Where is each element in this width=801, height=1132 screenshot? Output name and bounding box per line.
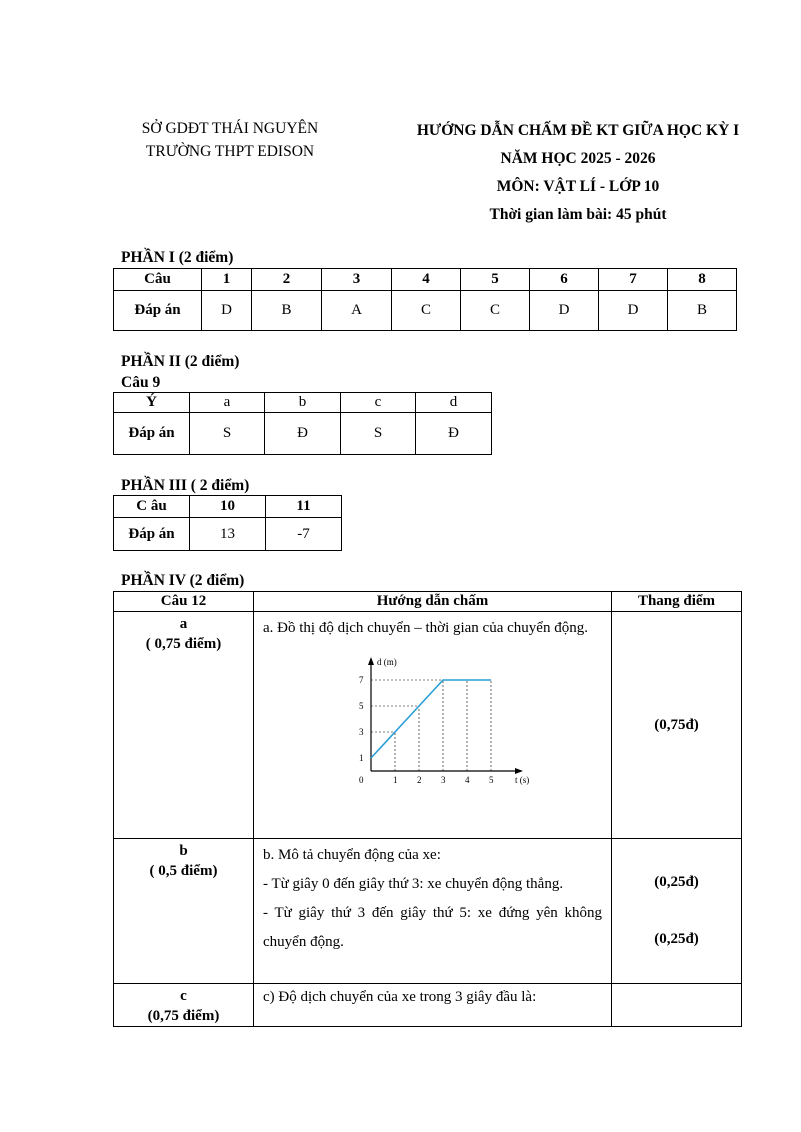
part4-row-b-score [612,839,742,984]
y-tick-label: 3 [359,727,364,737]
school-header [100,117,360,163]
document-title: HƯỚNG DẪN CHẤM ĐỀ KT GIỮA HỌC KỲ I [416,122,740,139]
part4-row-c-score [612,984,742,1027]
row-b-points: ( 0,5 điểm) [149,863,218,879]
part4-row-c [114,984,742,1027]
school-name: TRƯỜNG THPT EDISON [145,143,315,160]
part1-answer: A [322,291,392,331]
part4-col-guide: Hướng dẫn chấm [254,592,612,612]
part4-row-a-score: (0,75đ) [612,612,742,839]
part1-question: 3 [322,269,392,291]
part1-answer-label: Đáp án [114,291,202,331]
y-axis-label: d (m) [377,657,397,667]
row-b-line2: - Từ giây 0 đến giây thứ 3: xe chuyển động thẳng. [263,876,564,892]
part4-row-a-guide [254,612,612,839]
row-a-letter: a [179,616,188,632]
part1-question-row [114,269,737,291]
part2-item-row [114,393,492,413]
x-axis-arrow [515,768,523,774]
row-a-points: ( 0,75 điểm) [145,636,222,652]
part1-answer-row [114,291,737,331]
part2-title: PHẦN II (2 điểm) [121,353,240,370]
row-b-letter: b [179,843,188,859]
part2-item: d [416,393,492,413]
part4-header-row [114,592,742,612]
part4-table [113,591,742,1027]
time-allowed: Thời gian làm bài: 45 phút [489,206,667,223]
part1-answer: D [202,291,252,331]
part4-row-b-guide [254,839,612,984]
row-b-score1: (0,25đ) [654,874,699,890]
part2-answer: Đ [265,413,341,455]
part1-question: 1 [202,269,252,291]
row-b-line3: - Từ giây thứ 3 đến giây thứ 5: xe đứng yên không chuyển động. [263,905,602,950]
part1-question: 4 [392,269,461,291]
displacement-time-chart [341,647,541,797]
part1-question: 8 [668,269,737,291]
part3-answer-label: Đáp án [114,518,190,551]
part3-answer: -7 [266,518,342,551]
row-b-line1: b. Mô tả chuyển động của xe: [263,847,441,863]
part4-row-a-label [114,612,254,839]
part1-question: 7 [599,269,668,291]
part2-item: a [190,393,265,413]
x-tick-label: 1 [393,775,398,785]
part1-answer: C [461,291,530,331]
part3-question: 10 [190,496,266,518]
part3-question-row [114,496,342,518]
part1-question: 6 [530,269,599,291]
part3-answer: 13 [190,518,266,551]
part3-title: PHẦN III ( 2 điểm) [121,477,250,494]
part4-row-b-label [114,839,254,984]
part1-question-label: Câu [114,269,202,291]
part4-col-score: Thang điểm [612,592,742,612]
origin-label: 0 [359,775,364,785]
part3-question: 11 [266,496,342,518]
y-tick-label: 5 [359,701,364,711]
part1-question: 5 [461,269,530,291]
part2-answer: S [341,413,416,455]
row-b-score2: (0,25đ) [654,931,699,947]
row-c-letter: c [180,988,187,1004]
school-year: NĂM HỌC 2025 - 2026 [500,150,656,167]
part2-item-label: Ý [114,393,190,413]
y-axis-arrow [368,657,374,665]
part3-table [113,495,342,551]
part4-row-b [114,839,742,984]
part2-item: c [341,393,416,413]
row-c-points: (0,75 điểm) [147,1008,220,1024]
part2-table [113,392,492,455]
y-tick-label: 7 [359,675,364,685]
row-a-text: a. Đồ thị độ dịch chuyển – thời gian của chuyển động. [263,620,588,636]
part1-title: PHẦN I (2 điểm) [121,249,234,266]
part3-answer-row [114,518,342,551]
part1-answer: B [668,291,737,331]
x-tick-label: 5 [489,775,494,785]
part1-answer: D [599,291,668,331]
part4-row-c-guide: c) Độ dịch chuyển của xe trong 3 giây đầu là: [254,984,612,1027]
x-tick-label: 2 [417,775,422,785]
part2-answer-label: Đáp án [114,413,190,455]
part2-subtitle: Câu 9 [121,374,161,391]
department-name: SỞ GDĐT THÁI NGUYÊN [141,120,319,137]
part1-answer: B [252,291,322,331]
part3-question-label: C âu [114,496,190,518]
part1-answer: C [392,291,461,331]
part1-answer: D [530,291,599,331]
exam-header [378,117,778,229]
x-axis-label: t (s) [515,775,530,785]
subject-line: MÔN: VẬT LÍ - LỚP 10 [496,178,660,195]
part2-answer-row [114,413,492,455]
x-tick-label: 3 [441,775,446,785]
part4-row-a [114,612,742,839]
displacement-series-line [371,680,491,758]
x-tick-label: 4 [465,775,470,785]
part4-row-c-label [114,984,254,1027]
part4-title: PHẦN IV (2 điểm) [121,572,245,589]
part2-answer: S [190,413,265,455]
part1-table [113,268,737,331]
part2-answer: Đ [416,413,492,455]
y-tick-label: 1 [359,753,364,763]
part4-col-question: Câu 12 [114,592,254,612]
part1-question: 2 [252,269,322,291]
part2-item: b [265,393,341,413]
